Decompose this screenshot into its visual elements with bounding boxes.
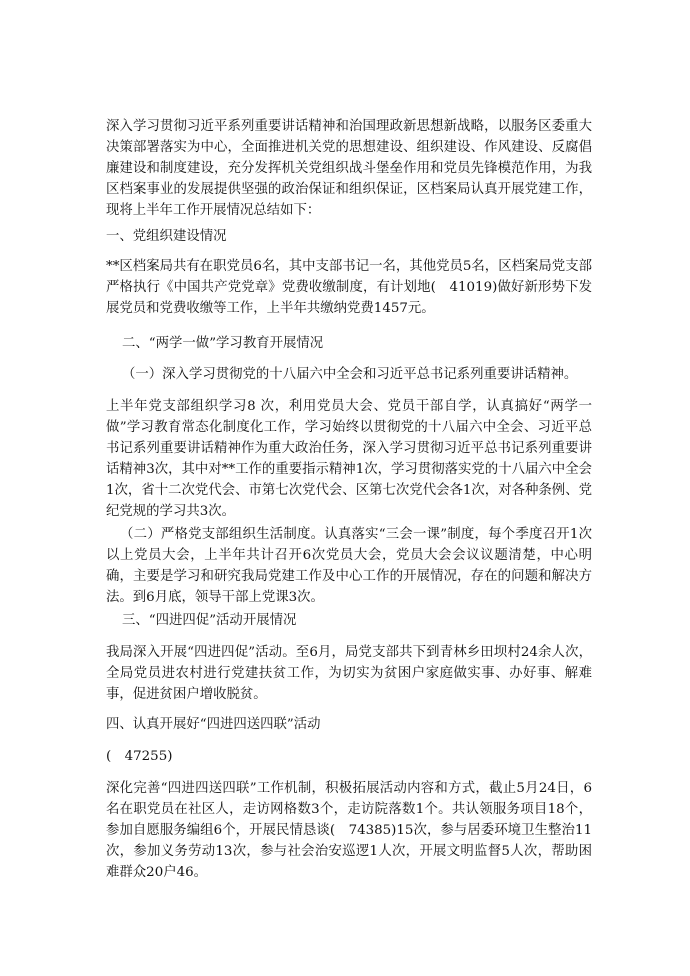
section-3-paragraph: 我局深入开展“四进四促”活动。至6月，局党支部共下到青林乡田坝村24余人次，全局党员进农村进行党建扶贫工作，为切实为贫困户家庭做实事、办好事、解难事，促进贫困户增收脱贫。 bbox=[106, 645, 592, 702]
section-4-heading: 四、认真开展好“四进四送四联”活动 bbox=[106, 717, 321, 732]
section-1-paragraph: **区档案局共有在职党员6名，其中支部书记一名，其他党员5名，区档案局党支部严格执行《中国共产党党章》党费收缴制度，有计划地( 41019)做好新形势下发展党员和党费收缴等工作，上半年共缴纳党费1457元。 bbox=[106, 259, 592, 316]
section-2-paragraph-2: （二）严格党支部组织生活制度。认真落实“三会一课”制度，每个季度召开1次以上党员大会，上半年共计召开6次党员大会，党员大会会议议题清楚，中心明确，主要是学习和研究我局党建工作及中心工作的开展情况，存在的问题和解决方法。到6月底，领导干部上党课3次。 bbox=[106, 527, 592, 605]
section-4-paragraph: 深化完善“四进四送四联”工作机制，积极拓展活动内容和方式，截止5月24日，6名在职党员在社区人，走访网格数3个，走访院落数1个。共认领服务项目18个，参加自愿服务编组6个，开展民情恳谈( 74385)15次，参与居委环境卫生整治11次，参加义务劳动13次，参与社会治安巡逻1人次，开展文明监督5人次，帮助困难群众20户46。 bbox=[106, 781, 592, 880]
section-3-heading: 三、“四进四促”活动开展情况 bbox=[122, 613, 297, 628]
section-2-paragraph-1: 上半年党支部组织学习8 次，利用党员大会、党员干部自学，认真搞好“两学一做”学习教育常态化制度化工作，学习始终以贯彻党的十八届六中全会、习近平总书记系列重要讲话精神作为重大政治任务，深入学习贯彻习近平总书记系列重要讲话精神3次，其中对**工作的重要指示精神1次，学习贯彻落实党的十八届六中全会1次，省十二次党代会、市第七次党代会、区第七次党代会各1次，对各种条例、党纪党规的学习共3次。 bbox=[106, 399, 592, 519]
section-2-heading: 二、“两学一做”学习教育开展情况 bbox=[122, 336, 324, 351]
section-1-heading: 一、党组织建设情况 bbox=[106, 229, 227, 244]
section-2-subheading-1: （一）深入学习贯彻党的十八届六中全会和习近平总书记系列重要讲话精神。 bbox=[122, 367, 578, 382]
section-4-code: ( 47255) bbox=[106, 749, 173, 764]
intro-paragraph: 深入学习贯彻习近平系列重要讲话精神和治国理政新思想新战略，以服务区委重大决策部署落实为中心，全面推进机关党的思想建设、组织建设、作风建设、反腐倡廉建设和制度建设，充分发挥机关党组织战斗堡垒作用和党员先锋模范作用，为我区档案事业的发展提供坚强的政治保证和组织保证，区档案局认真开展党建工作，现将上半年工作开展情况总结如下： bbox=[106, 119, 592, 218]
